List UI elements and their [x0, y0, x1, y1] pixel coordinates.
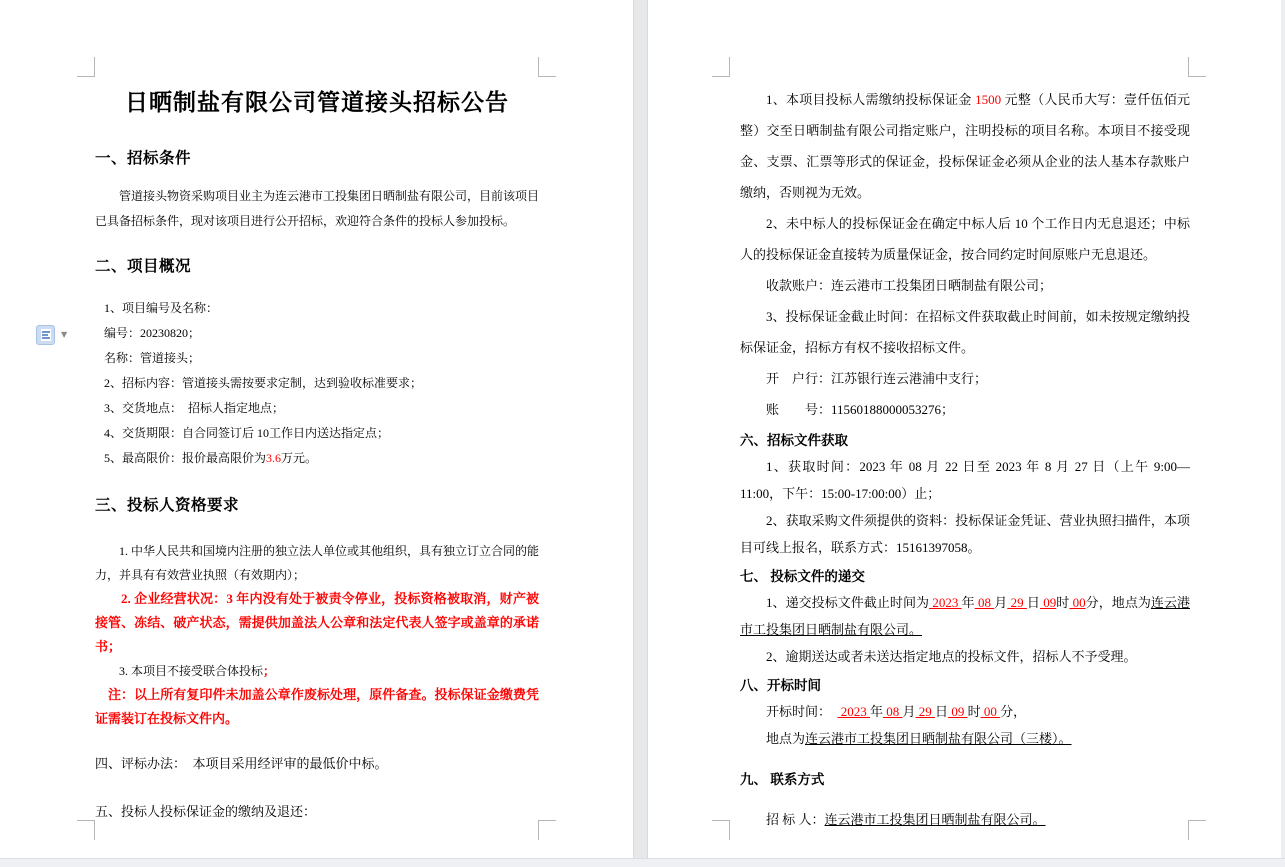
section-2-heading: 二、项目概况 — [95, 258, 192, 275]
price-post: 万元。 — [281, 451, 318, 465]
margin-mark-bottom-right — [1188, 820, 1206, 840]
deadline-month: 08 — [974, 595, 995, 610]
minute-unit: 分 — [1085, 595, 1099, 610]
section-4-line: 四、评标办法： 本项目采用经评审的最低价中标。 — [95, 756, 388, 771]
section-9-heading: 九、 联系方式 — [740, 772, 825, 787]
section-5-line: 五、投标人投标保证金的缴纳及退还： — [95, 804, 317, 819]
deposit-pre: 1、本项目投标人需缴纳投标保证金 — [766, 92, 976, 107]
section-6-heading: 六、招标文件获取 — [740, 433, 848, 448]
chevron-down-icon: ▼ — [61, 330, 68, 339]
opening-minute: 00 — [980, 704, 1001, 719]
hour-unit: 时 — [967, 704, 981, 719]
hour-unit: 时 — [1056, 595, 1070, 610]
section-1-heading: 一、招标条件 — [95, 150, 192, 167]
tenderer-label: 招 标 人： — [766, 812, 825, 827]
deadline-pre: 1、递交投标文件截止时间为 — [766, 595, 930, 610]
deposit-paragraph-2: 2、未中标人的投标保证金在确定中标人后 10 个工作日内无息退还；中标人的投标保证金直接转为质量保证金，按合同约定时间原账户无息退还。 — [740, 216, 1190, 262]
section-1-paragraph: 管道接头物资采购项目业主为连云港市工投集团日晒制盐有限公司，目前该项目已具备招标条件，现对该项目进行公开招标，欢迎符合条件的投标人参加投标。 — [95, 189, 540, 228]
opening-year: 2023 — [837, 704, 871, 719]
tenderer-line — [740, 806, 1190, 833]
opening-time-label: 开标时间： — [766, 704, 838, 719]
page-2[interactable] — [648, 0, 1282, 858]
qualification-item-3-end: ； — [263, 664, 276, 678]
section-6-paragraph-1: 1、获取时间：2023 年 08 月 22 日至 2023 年 8 月 27 日（上午 9:00—11:00，下午：15:00-17:00:00）止； — [740, 459, 1190, 501]
deadline-hour: 09 — [1039, 595, 1057, 610]
section-7-heading: 七、 投标文件的递交 — [740, 569, 865, 584]
list-item: 编号：20230820； — [104, 326, 201, 340]
deposit-post: 元整（人民币大写：壹仟伍佰元整）交至日晒制盐有限公司指定账户，注明投标的项目名称。本项目不接受现金、支票、汇票等形式的保证金，投标保证金必须从企业的法人基本存款账户缴纳，否则视为无效。 — [740, 92, 1190, 200]
opening-month: 08 — [883, 704, 903, 719]
qualification-item-1: 1. 中华人民共和国境内注册的独立法人单位或其他组织，具有独立订立合同的能力，并具有有效营业执照（有效期内）； — [95, 544, 540, 582]
deadline-year: 2023 — [929, 595, 962, 610]
qualification-item-3 — [95, 659, 539, 683]
margin-mark-bottom-right — [538, 820, 556, 840]
margin-mark-top-left — [712, 57, 730, 77]
document-title: 日晒制盐有限公司管道接头招标公告 — [125, 90, 509, 115]
day-unit: 日 — [935, 704, 949, 719]
paste-options-button[interactable] — [36, 324, 80, 346]
section-6-paragraph-2: 2、获取采购文件须提供的资料：投标保证金凭证、营业执照扫描件，本项目可线上报名，联系方式：15161397058。 — [740, 513, 1190, 555]
margin-mark-bottom-left — [77, 820, 95, 840]
opening-hour: 09 — [948, 704, 968, 719]
minute-unit: 分 — [1000, 704, 1014, 719]
qualification-item-2: 2. 企业经营状况：3 年内没有处于被责令停业，投标资格被取消，财产被接管、冻结、破产状态，需提供加盖法人公章和法定代表人签字或盖章的承诺书； — [95, 591, 539, 654]
deadline-mid: ，地点为 — [1098, 595, 1151, 610]
list-item: 4、交货期限：自合同签订后 10工作日内送达指定点； — [104, 426, 390, 440]
opening-day: 29 — [915, 704, 936, 719]
list-item: 3、交货地点： 招标人指定地点； — [104, 401, 285, 415]
margin-mark-bottom-left — [712, 820, 730, 840]
page-1-text — [95, 88, 539, 823]
opening-place: 连云港市工投集团日晒制盐有限公司（三楼）。 — [805, 731, 1072, 746]
section-8-heading: 八、开标时间 — [740, 678, 821, 693]
section-7-paragraph-2: 2、逾期送达或者未送达指定地点的投标文件，招标人不予受理。 — [766, 649, 1137, 664]
opening-time-end: ， — [1013, 704, 1027, 719]
month-unit: 月 — [994, 595, 1008, 610]
margin-mark-top-left — [77, 57, 95, 77]
margin-mark-top-right — [1188, 57, 1206, 77]
day-unit: 日 — [1026, 595, 1040, 610]
deadline-day: 29 — [1007, 595, 1027, 610]
opening-place-pre: 地点为 — [766, 731, 806, 746]
list-item: 1、项目编号及名称： — [104, 301, 219, 315]
deadline-minute: 00 — [1069, 595, 1086, 610]
qualification-note: 注：以上所有复印件未加盖公章作废标处理，原件备查。投标保证金缴费凭证需装订在投标文件内。 — [95, 687, 539, 726]
year-unit: 年 — [961, 595, 975, 610]
price-pre: 5、最高限价：报价最高限价为 — [104, 451, 267, 465]
window-right-edge — [1281, 0, 1285, 858]
section-2-list — [95, 296, 539, 471]
deposit-deadline-paragraph: 3、投标保证金截止时间：在招标文件获取截止时间前，如未按规定缴纳投标保证金，招标方有权不接收招标文件。 — [740, 309, 1190, 355]
price-value: 3.6 — [266, 451, 282, 465]
paste-options-icon — [36, 325, 55, 345]
opening-place-paragraph — [740, 725, 1190, 752]
list-item-price — [104, 446, 539, 471]
account-number-line: 账 号：11560188000053276； — [766, 402, 955, 417]
page-1[interactable] — [0, 0, 633, 858]
deposit-amount: 1500 — [975, 92, 1002, 107]
payee-account-line: 收款账户：连云港市工投集团日晒制盐有限公司； — [766, 278, 1053, 293]
bank-line: 开 户行：江苏银行连云港浦中支行； — [766, 371, 988, 386]
page-2-text — [740, 84, 1190, 833]
submission-deadline-paragraph — [740, 589, 1190, 643]
month-unit: 月 — [902, 704, 916, 719]
year-unit: 年 — [870, 704, 884, 719]
list-item: 名称：管道接头； — [104, 351, 201, 365]
section-3-heading: 三、投标人资格要求 — [95, 497, 240, 514]
qualification-item-3-text: 3. 本项目不接受联合体投标 — [119, 664, 264, 678]
margin-mark-top-right — [538, 57, 556, 77]
deposit-paragraph-1 — [740, 84, 1190, 208]
submission-place: 连云港市工投集团日晒制盐有限公司。 — [740, 595, 1190, 637]
deposit-section — [740, 84, 1190, 425]
opening-time-paragraph — [740, 698, 1190, 725]
page-gap — [633, 0, 648, 858]
tenderer-name: 连云港市工投集团日晒制盐有限公司。 — [824, 812, 1046, 827]
list-item: 2、招标内容：管道接头需按要求定制，达到验收标准要求； — [104, 376, 423, 390]
